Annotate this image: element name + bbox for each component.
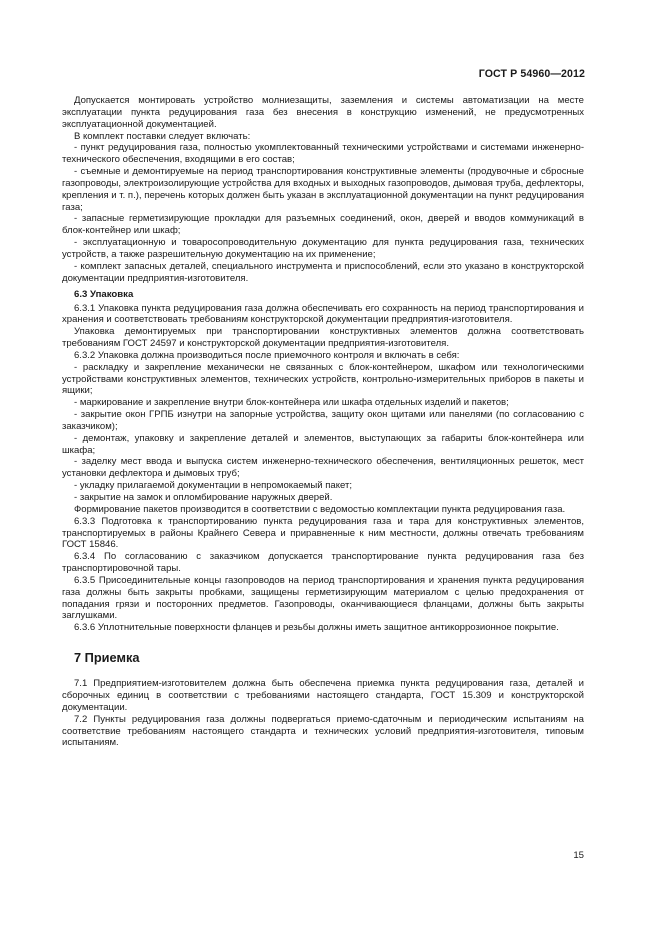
paragraph: 7.1 Предприятием-изготовителем должна быть обеспечена приемка пункта редуцирования газа, деталей и сборочных единиц в соответствии с требованиями настоящего стандарта, ГОСТ 15.309 и конструкторской документации. — [62, 678, 584, 713]
list-item: - эксплуатационную и товаросопроводительную документацию для пункта редуцирования газа, технических устройств, а также разрешительную документацию на их применение; — [62, 237, 584, 260]
list-item: - укладку прилагаемой документации в непромокаемый пакет; — [74, 480, 352, 492]
section-heading-7: 7 Приемка — [74, 650, 140, 666]
paragraph: Допускается монтировать устройство молниезащиты, заземления и системы автоматизации на месте эксплуатации пункта редуцирования газа без внесения в конструкцию изменений, не предусмотренных эксплуатационной документацией. — [62, 95, 584, 130]
list-item: - раскладку и закрепление механически не связанных с блок-контейнером, шкафом или технологическими устройствами конструктивных элементов, технических устройств, контрольно-измерительных приборов в пакеты и ящики; — [62, 361, 584, 397]
page-number: 15 — [573, 850, 584, 861]
list-item: - закрытие на замок и опломбирование наружных дверей. — [74, 492, 333, 503]
paragraph: 6.3.3 Подготовка к транспортированию пункта редуцирования газа и тара для конструктивных элементов, транспортируемых в районы Крайнего Севера и приравненные к ним местности, должны отвечать требованиям ГОСТ 15846. — [62, 515, 584, 551]
paragraph: В комплект поставки следует включать: — [74, 130, 251, 142]
list-item: - съемные и демонтируемые на период транспортирования конструктивные элементы (продувочные и сбросные газопроводы, электроизолирующие устройства для входных и выходных газопроводов, дымовая труба, дефлекторы, крепления и т. п.), перечень которых должен быть указан в эксплуатационной документации на пункт редуцирования газа; — [62, 166, 584, 213]
document-header: ГОСТ Р 54960—2012 — [478, 68, 585, 80]
list-item: - комплект запасных деталей, специального инструмента и приспособлений, если это указано в конструкторской документации предприятия-изготовителя. — [62, 260, 584, 284]
paragraph: Упаковка демонтируемых при транспортировании конструктивных элементов должна соответствовать требованиям ГОСТ 24597 и конструкторской документации предприятия-изготовителя. — [62, 326, 584, 350]
list-item: - закрытие окон ГРПБ изнутри на запорные устройства, защиту окон щитами или панелями (по согласованию с заказчиком); — [62, 409, 584, 432]
paragraph: 6.3.5 Присоединительные концы газопроводов на период транспортирования и хранения пункта редуцирования газа должны быть закрыты пробками, защищены герметизирующим материалом с целью предохранения от попадания грязи и посторонних предметов. Газопроводы, оканчивающиеся фланцами, должны быть закрыты заглушками. — [62, 574, 584, 622]
list-item: - демонтаж, упаковку и закрепление деталей и элементов, выступающих за габариты блок-контейнера или шкафа; — [62, 432, 584, 456]
paragraph: 6.3.4 По согласованию с заказчиком допускается транспортирование пункта редуцирования газа без транспортировочной тары. — [62, 551, 584, 575]
paragraph: 6.3.6 Уплотнительные поверхности фланцев и резьбы должны иметь защитное антикоррозионное покрытие. — [74, 622, 559, 634]
list-item: - заделку мест ввода и выпуска систем инженерно-технического обеспечения, вентиляционных решеток, мест установки дефлектора и дымовых труб; — [62, 456, 584, 480]
paragraph: 7.2 Пункты редуцирования газа должны подвергаться приемо-сдаточным и периодическим испытаниям на соответствие требованиям настоящего стандарта и технических условий предприятия-изготовителя, типовым испытаниям. — [62, 713, 584, 749]
paragraph: 6.3.1 Упаковка пункта редуцирования газа должна обеспечивать его сохранность на период транспортирования и хранения и соответствовать требованиям конструкторской документации предприятия-изготовителя. — [62, 302, 584, 326]
paragraph: Формирование пакетов производится в соответствии с ведомостью комплектации пункта редуцирования газа. — [74, 503, 566, 515]
list-item: - пункт редуцирования газа, полностью укомплектованный техническими устройствами и системами инженерно-технического обеспечения, входящими в его состав; — [62, 142, 584, 166]
section-heading-6-3: 6.3 Упаковка — [74, 288, 134, 300]
list-item: - запасные герметизирующие прокладки для разъемных соединений, окон, дверей и вводов коммуникаций в блок-контейнер или шкаф; — [62, 213, 584, 237]
page-body — [62, 95, 584, 749]
list-item: - маркирование и закрепление внутри блок-контейнера или шкафа отдельных изделий и пакетов; — [74, 397, 509, 409]
paragraph: 6.3.2 Упаковка должна производиться после приемочного контроля и включать в себя: — [74, 349, 460, 361]
